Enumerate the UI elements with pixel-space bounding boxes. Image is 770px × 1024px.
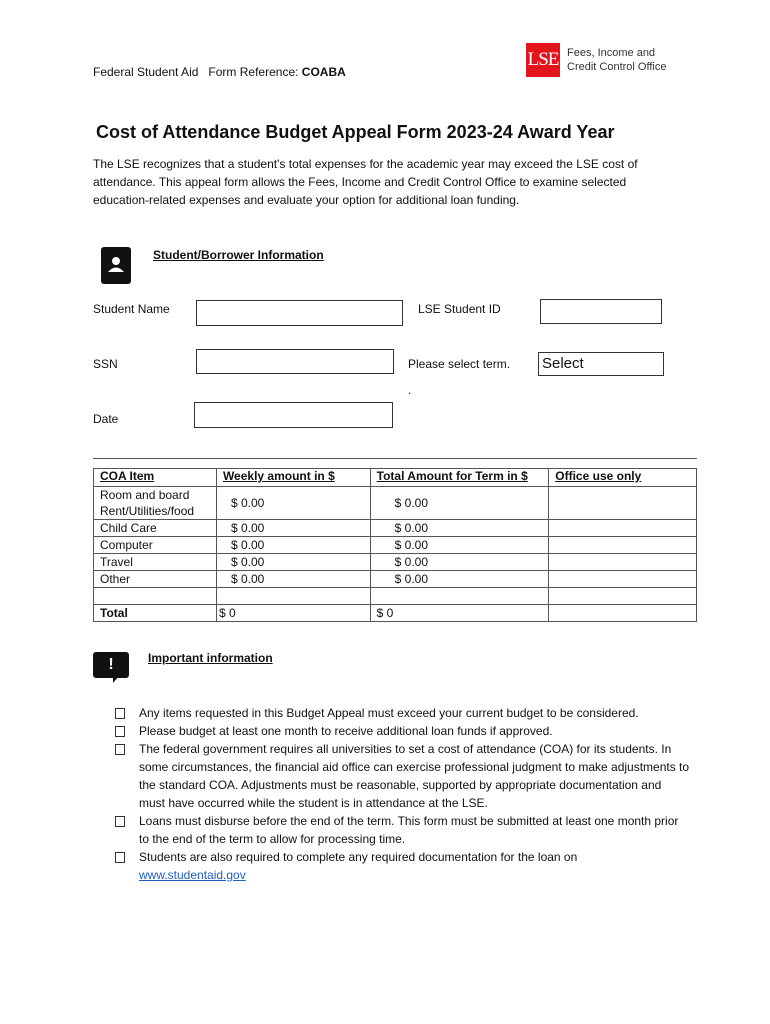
office-line-2: Credit Control Office [567,61,667,73]
col-header-office: Office use only [549,469,697,487]
student-id-input[interactable] [540,299,662,324]
coa-table [93,468,697,622]
weekly-amount[interactable]: $ 0.00 [216,487,370,520]
coa-item: Child Care [94,520,217,537]
term-amount[interactable]: $ 0.00 [370,520,549,537]
date-label: Date [93,412,119,426]
student-id-label: LSE Student ID [418,302,501,316]
office-use-cell [549,554,697,571]
contact-card-icon [101,247,131,284]
weekly-amount[interactable]: $ 0.00 [216,571,370,588]
form-ref-label: Form Reference: [208,65,299,79]
list-item: Students are also required to complete any required documentation for the loan on www.studentaid.gov [115,848,690,884]
list-item: Loans must disburse before the end of the term. This form must be submitted at least one month prior to the end of the term to allow for processing time. [115,812,690,848]
coa-item: Travel [94,554,217,571]
weekly-amount[interactable]: $ 0.00 [216,537,370,554]
lse-logo: LSE [526,43,560,77]
total-label: Total [94,605,217,622]
ssn-input[interactable] [196,349,394,374]
checkbox-icon [115,852,125,863]
table-header-row [94,469,697,487]
studentaid-link[interactable]: www.studentaid.gov [139,868,246,882]
total-weekly: $ 0 [216,605,370,622]
agency-name: Federal Student Aid [93,65,199,79]
term-label: Please select term. [408,357,511,371]
list-item: The federal government requires all universities to set a cost of attendance (COA) for its students. In some circumstances, the financial aid office can exercise professional judgment to make adjustments to the standard COA. Adjustments must be reasonable, supported by appropriate documentation and must have occurred while the student is in attendance at the LSE. [115,740,690,812]
office-use-cell [549,487,697,520]
form-reference [93,65,346,79]
col-header-item: COA Item [94,469,217,487]
checkbox-icon [115,744,125,755]
list-item: Any items requested in this Budget Appeal must exceed your current budget to be considered. [115,704,690,722]
student-name-input[interactable] [196,300,403,326]
section-divider [93,458,697,459]
term-note-dot: . [408,383,412,397]
term-amount[interactable]: $ 0.00 [370,537,549,554]
office-line-1: Fees, Income and [567,47,656,59]
term-select[interactable]: Select [538,352,664,376]
alert-icon: ! [93,652,129,678]
col-header-weekly: Weekly amount in $ [216,469,370,487]
list-item: Please budget at least one month to receive additional loan funds if approved. [115,722,690,740]
weekly-amount[interactable]: $ 0.00 [216,520,370,537]
checkbox-icon [115,708,125,719]
office-use-cell [549,605,697,622]
important-list [115,704,690,884]
term-amount[interactable]: $ 0.00 [370,487,549,520]
term-amount[interactable]: $ 0.00 [370,571,549,588]
weekly-amount[interactable]: $ 0.00 [216,554,370,571]
important-heading: Important information [148,651,273,665]
student-name-label: Student Name [93,302,170,316]
term-amount[interactable]: $ 0.00 [370,554,549,571]
form-ref-code: COABA [301,65,346,79]
table-row [94,571,697,588]
office-use-cell [549,537,697,554]
office-name [567,46,666,74]
office-use-cell [549,571,697,588]
table-row-blank [94,588,697,605]
table-row [94,487,697,520]
table-row [94,537,697,554]
checkbox-icon [115,816,125,827]
intro-paragraph: The LSE recognizes that a student's total expenses for the academic year may exceed the LSE cost of attendance. This appeal form allows the Fees, Income and Credit Control Office to examine selected education-related expenses and evaluate your option for additional loan funding. [93,157,638,207]
borrower-section-heading: Student/Borrower Information [153,248,324,262]
checkbox-icon [115,726,125,737]
coa-item: Computer [94,537,217,554]
total-term: $ 0 [370,605,549,622]
date-input[interactable] [194,402,393,428]
table-row [94,554,697,571]
ssn-label: SSN [93,357,118,371]
coa-item: Room and board Rent/Utilities/food [94,487,217,520]
office-use-cell [549,520,697,537]
table-total-row [94,605,697,622]
alert-icon-tail [113,676,119,683]
table-row [94,520,697,537]
page-title: Cost of Attendance Budget Appeal Form 2023-24 Award Year [96,122,615,142]
col-header-total: Total Amount for Term in $ [370,469,549,487]
coa-item: Other [94,571,217,588]
